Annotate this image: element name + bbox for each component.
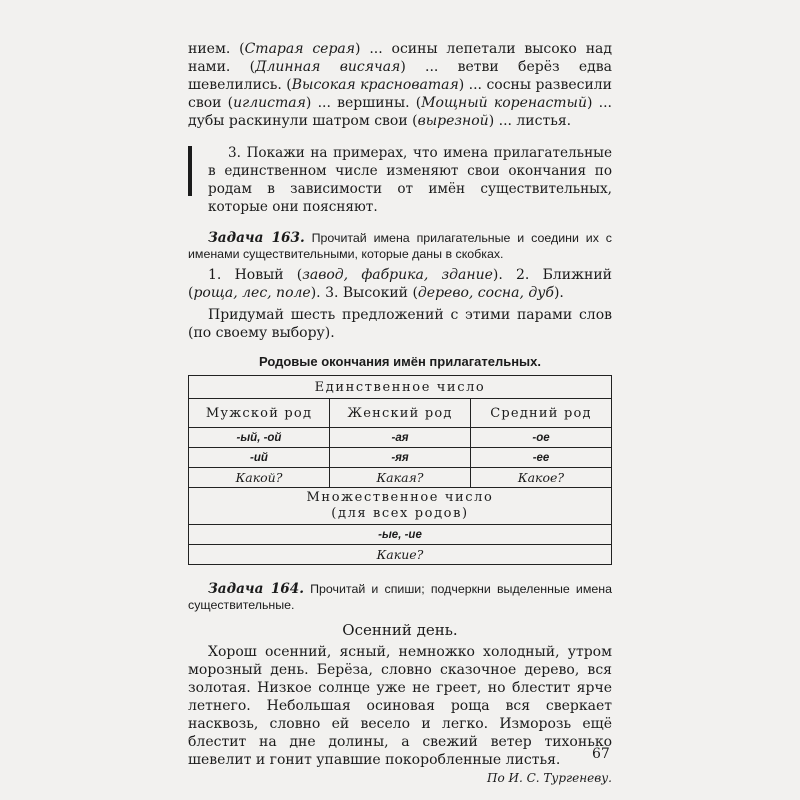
story-text: Хорош осенний, ясный, немножко холодный, утром морозный день. Берёза, словно сказочное дерево, вся золотая. Низкое солнце уже не греет, но блестит ярче летнего. Небольшая осиновая роща вся сверкает насквозь, словно ей весело и легко. Изморозь ещё блестит на дне долины, а свежий ветер тихонько шевелит и гонит упавшие покоробленные листья.: [188, 644, 612, 768]
task-163-items: [188, 266, 612, 302]
rule-text: 3. Покажи на примерах, что имена прилагательные в единственном числе изменяют свои окончания по родам в зависимости от имён существительных, которые они поясняют.: [208, 145, 612, 215]
table-cell: -ая: [330, 428, 471, 448]
text-run: ). 3. Высокий (: [310, 285, 418, 301]
hint-word: роща, лес, поле: [193, 285, 311, 301]
hint-word: завод, фабрика, здание: [302, 267, 493, 283]
plural-header: [189, 488, 612, 525]
table-row: [189, 376, 612, 399]
table-cell: -ее: [471, 448, 612, 468]
text-run: ) ... сосны развесили свои (: [188, 77, 613, 111]
singular-header: Единственное число: [189, 376, 612, 399]
task-number: Задача 163.: [208, 230, 305, 246]
task-163: [188, 230, 612, 262]
text-run: ) ... ветви берёз едва шевелились. (: [188, 59, 612, 93]
text-run: ) ... вершины. (: [305, 95, 422, 111]
table-cell: -ое: [471, 428, 612, 448]
feminine-header: Женский род: [330, 399, 471, 428]
textbook-page: [188, 40, 612, 785]
neuter-header: Средний род: [471, 399, 612, 428]
text-run: ) ... листья.: [488, 113, 572, 129]
task-text: Прочитай имена прилагательные и соедини их с именами существительными, которые даны в скобках.: [188, 231, 612, 261]
page-number: 67: [592, 746, 610, 762]
table-row: [189, 525, 612, 545]
table-row: [189, 545, 612, 565]
table-row: [189, 428, 612, 448]
text-run: ). 2. Ближний (: [188, 267, 612, 301]
hint-word: Старая серая: [244, 41, 356, 57]
task-163-followup: Придумай шесть предложений с этими парами слов (по своему выбору).: [188, 307, 612, 341]
text-run: ) ... дубы раскинули шатром свои (: [188, 95, 612, 129]
task-text: Прочитай и спиши; подчеркни выделенные имена существительные.: [188, 582, 612, 612]
table-cell: Какие?: [189, 545, 612, 565]
plural-title: Множественное число: [306, 490, 494, 505]
endings-table: [188, 375, 612, 565]
hint-word: Мощный коренастый: [421, 95, 587, 111]
rule-bar: [188, 146, 192, 196]
hint-word: Высокая красноватая: [291, 77, 459, 93]
plural-subtitle: (для всех родов): [331, 506, 469, 521]
table-row: [189, 448, 612, 468]
hint-word: иглистая: [233, 95, 306, 111]
table-row: [189, 468, 612, 488]
table-cell: Какая?: [330, 468, 471, 488]
rule-block: [188, 144, 612, 216]
table-cell: -яя: [330, 448, 471, 468]
table-cell: -ий: [189, 448, 330, 468]
hint-word: дерево, сосна, дуб: [417, 285, 554, 301]
story-author: По И. С. Тургеневу.: [487, 771, 612, 785]
hint-word: вырезной: [417, 113, 489, 129]
table-title: Родовые окончания имён прилагательных.: [259, 354, 541, 369]
hint-word: Длинная висячая: [255, 59, 401, 75]
table-row: [189, 488, 612, 525]
text-run: ).: [553, 285, 564, 301]
text-run: 1. Новый (: [208, 267, 303, 283]
story-title: Осенний день.: [342, 621, 458, 639]
table-cell: -ый, -ой: [189, 428, 330, 448]
exercise-continuation: [188, 40, 612, 130]
text-run: ) ... осины лепетали высоко над нами. (: [188, 41, 612, 75]
text-run: нием. (: [188, 41, 245, 57]
task-164: [188, 581, 612, 613]
table-cell: -ые, -ие: [189, 525, 612, 545]
task-number: Задача 164.: [208, 581, 304, 597]
masculine-header: Мужской род: [189, 399, 330, 428]
table-row: [189, 399, 612, 428]
table-cell: Какое?: [471, 468, 612, 488]
table-cell: Какой?: [189, 468, 330, 488]
